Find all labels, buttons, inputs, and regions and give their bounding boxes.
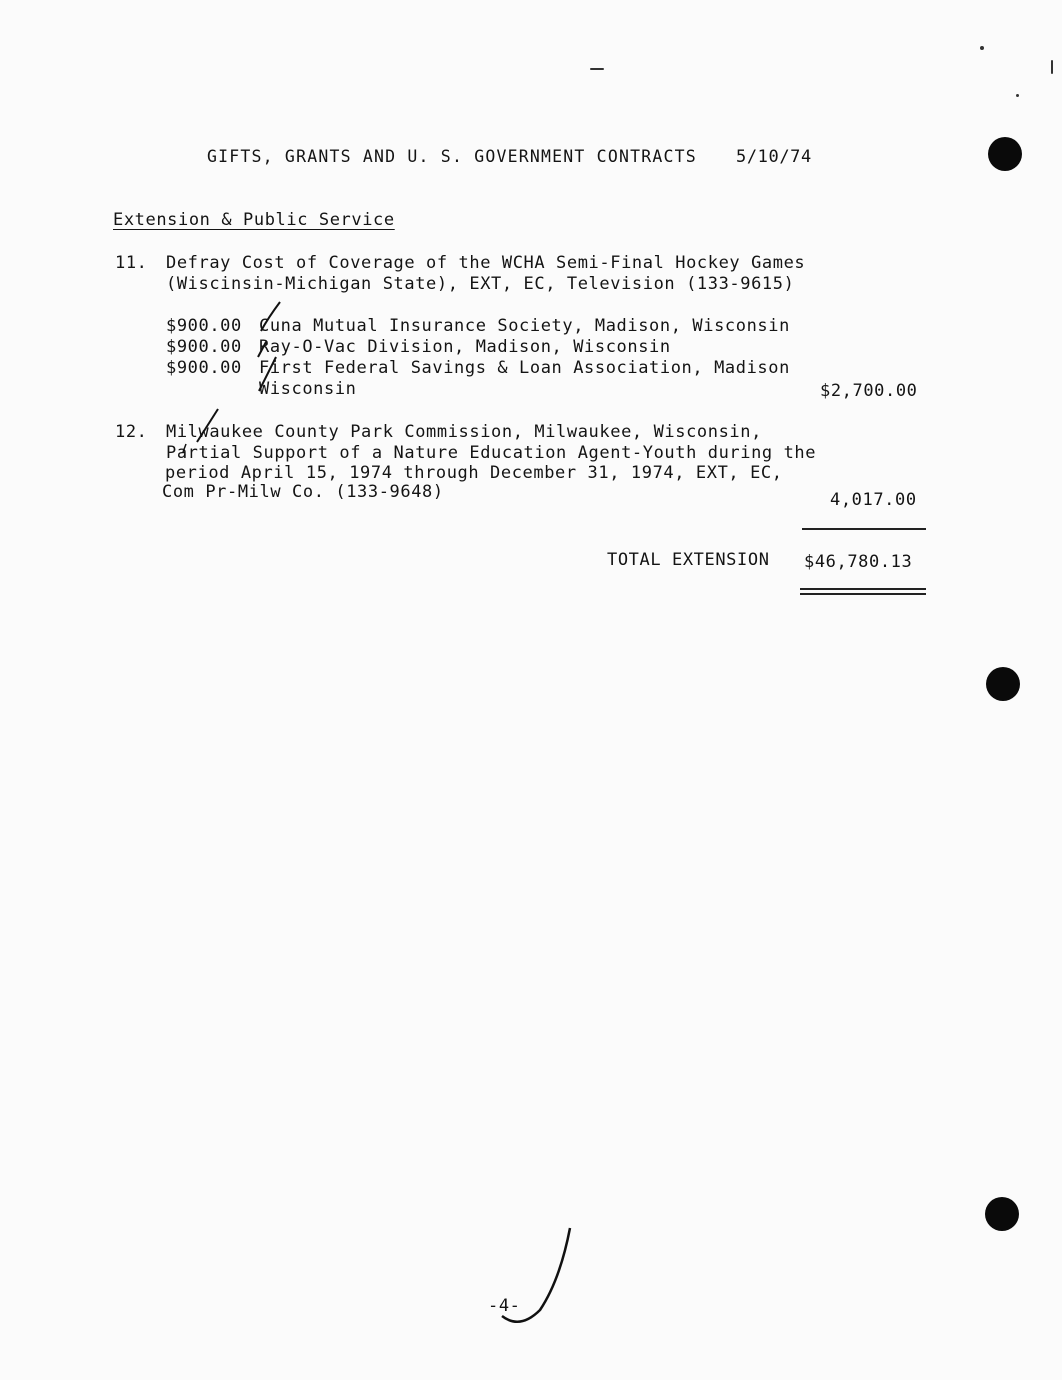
donor-amount: $900.00 [166, 358, 242, 378]
binder-hole-top [988, 137, 1022, 171]
item-number: 11. [115, 253, 148, 273]
donor-name: Cuna Mutual Insurance Society, Madison, Wisconsin [259, 316, 790, 336]
item-description-line: Milwaukee County Park Commission, Milwaukee, Wisconsin, [166, 422, 762, 442]
document-date: 5/10/74 [736, 147, 812, 167]
item-number: 12. [115, 422, 148, 442]
item-description-line: Defray Cost of Coverage of the WCHA Semi-Final Hockey Games [166, 253, 806, 273]
item-description-line: Com Pr-Milw Co. (133-9648) [162, 482, 444, 502]
item-description-line: Partial Support of a Nature Education Agent-Youth during the [166, 443, 817, 463]
item-description-line: (Wiscinsin-Michigan State), EXT, EC, Television (133-9615) [166, 274, 795, 294]
donor-name-continuation: Wisconsin [259, 379, 357, 399]
total-value: $46,780.13 [804, 552, 913, 572]
donor-amount: $900.00 [166, 337, 242, 357]
document-title: GIFTS, GRANTS AND U. S. GOVERNMENT CONTRACTS [207, 147, 697, 166]
scan-speck [980, 46, 984, 50]
total-double-rule-bottom [800, 593, 926, 595]
binder-hole-middle [986, 667, 1020, 701]
item-total: 4,017.00 [830, 490, 917, 510]
donor-name: Ray-O-Vac Division, Madison, Wisconsin [259, 337, 671, 357]
donor-name: First Federal Savings & Loan Association, Madison [259, 358, 790, 378]
subtotal-rule [802, 528, 926, 530]
binder-hole-bottom [985, 1197, 1019, 1231]
total-double-rule-top [800, 588, 926, 590]
item-description-line: period April 15, 1974 through December 31, 1974, EXT, EC, [165, 463, 783, 483]
section-heading: Extension & Public Service [113, 210, 395, 230]
item-total: $2,700.00 [820, 381, 918, 401]
scan-speck [1016, 94, 1019, 97]
scan-speck [1051, 60, 1053, 74]
donor-amount: $900.00 [166, 316, 242, 336]
scan-speck [590, 68, 604, 70]
total-label: TOTAL EXTENSION [607, 550, 770, 570]
page-number: -4- [488, 1296, 521, 1316]
